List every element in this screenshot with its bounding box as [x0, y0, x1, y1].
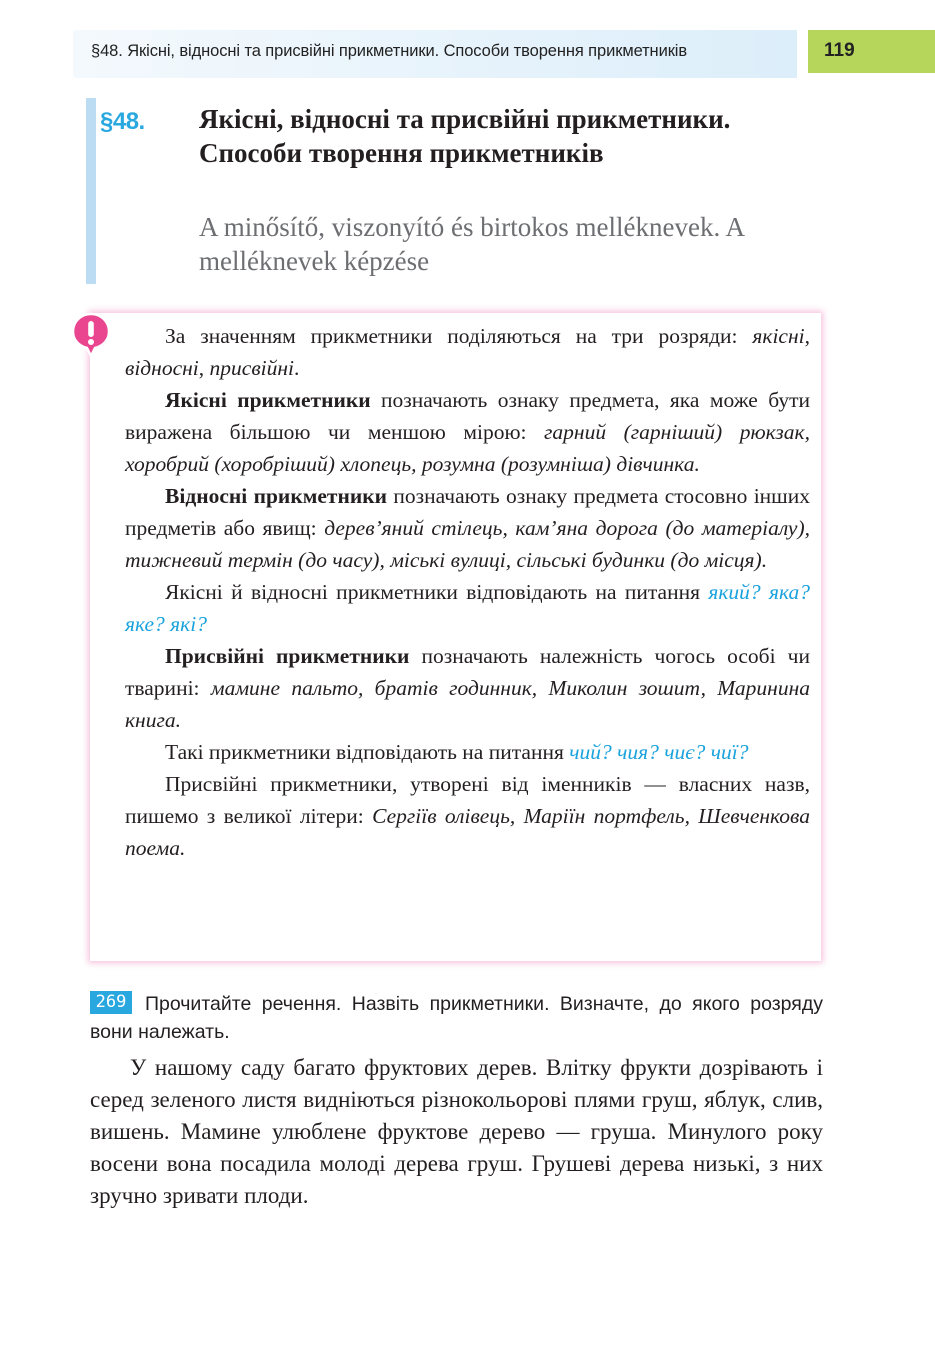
rule-paragraph-qualitative	[125, 384, 810, 480]
section-title-ukrainian: Якісні, відносні та присвійні прикметники. Способи творення прикметників	[199, 104, 731, 168]
examples: дерев’яний стілець, кам’яна дорога (до матеріалу), тижневий термін (до часу), міські вулиці, сільські будинки (до місця).	[125, 516, 811, 572]
page-number: 119	[824, 40, 855, 61]
example-qualitative: якісні	[752, 324, 805, 348]
rule-paragraph-questions-2	[125, 736, 810, 768]
rule-text-span: За значенням прикметники поділяються на три розряди:	[165, 324, 753, 348]
exclamation-bubble-icon	[71, 312, 111, 358]
section-title-block	[86, 98, 826, 284]
rule-text-span: Якісні й відносні прикметники відповідають на питання	[165, 580, 709, 604]
term-qualitative: Якісні прикметники	[165, 388, 371, 412]
rule-text-span: позначають належність чогось особі чи тварині:	[125, 644, 810, 700]
running-header	[73, 30, 797, 78]
questions-highlight: чий? чия? чиє? чиї?	[569, 740, 749, 764]
separator: ,	[198, 356, 210, 380]
title-accent-bar	[86, 98, 96, 284]
rule-text-span: позначають ознаку предмета стосовно інших предметів або явищ:	[125, 484, 810, 540]
questions-highlight: який? яка? яке? які?	[125, 580, 810, 636]
running-title: §48. Якісні, відносні та присвійні прикметники. Способи творення прикметників	[91, 42, 688, 60]
rule-paragraph-questions-1	[125, 576, 810, 640]
period: .	[294, 356, 300, 380]
rule-text-span: Присвійні прикметники, утворені від іменників — власних назв, пишемо з великої літери:	[125, 772, 810, 828]
rule-paragraph-categories	[125, 320, 810, 384]
page-number-box	[808, 30, 935, 73]
rule-text-span: позначають ознаку предмета, яка може бути виражена більшою чи меншою мірою:	[125, 388, 810, 444]
exercise-instruction: Прочитайте речення. Назвіть прикметники. Визначте, до якого розряду вони належать.	[90, 993, 823, 1043]
exercise-text: У нашому саду багато фруктових дерев. Влітку фрукти дозрівають і серед зеленого листя видніються різнокольорові плями груш, яблук, слив, вишень. Мамине улюблене фруктове дерево — груша. Минулого року восени вона посадила молоді дерева груш. Грушеві дерева низькі, з них зручно зривати плоди.	[90, 1055, 823, 1208]
rule-text	[125, 320, 810, 864]
term-possessive: Присвійні прикметники	[165, 644, 410, 668]
examples: мамине пальто, братів годинник, Миколин зошит, Маринина книга.	[125, 676, 810, 732]
examples: гарний (гарніший) рюкзак, хоробрий (хоробріший) хлопець, розумна (розумніша) дівчинка.	[125, 420, 810, 476]
rule-paragraph-possessive	[125, 640, 810, 736]
rule-text-span: Такі прикметники відповідають на питання	[165, 740, 570, 764]
rule-paragraph-capitalization	[125, 768, 810, 864]
exercise-number-badge: 269	[90, 991, 132, 1014]
example-possessive: присвійні	[209, 356, 295, 380]
term-relative: Відносні прикметники	[165, 484, 388, 508]
examples: Сергіїв олівець, Маріїн портфель, Шевченкова поема.	[125, 804, 810, 860]
section-title-hungarian: A minősítő, viszonyító és birtokos melléknevek. A melléknevek képzése	[199, 212, 744, 276]
example-relative: відносні	[125, 356, 199, 380]
rule-paragraph-relative	[125, 480, 810, 576]
separator: ,	[804, 324, 810, 348]
section-number: §48.	[100, 108, 145, 135]
